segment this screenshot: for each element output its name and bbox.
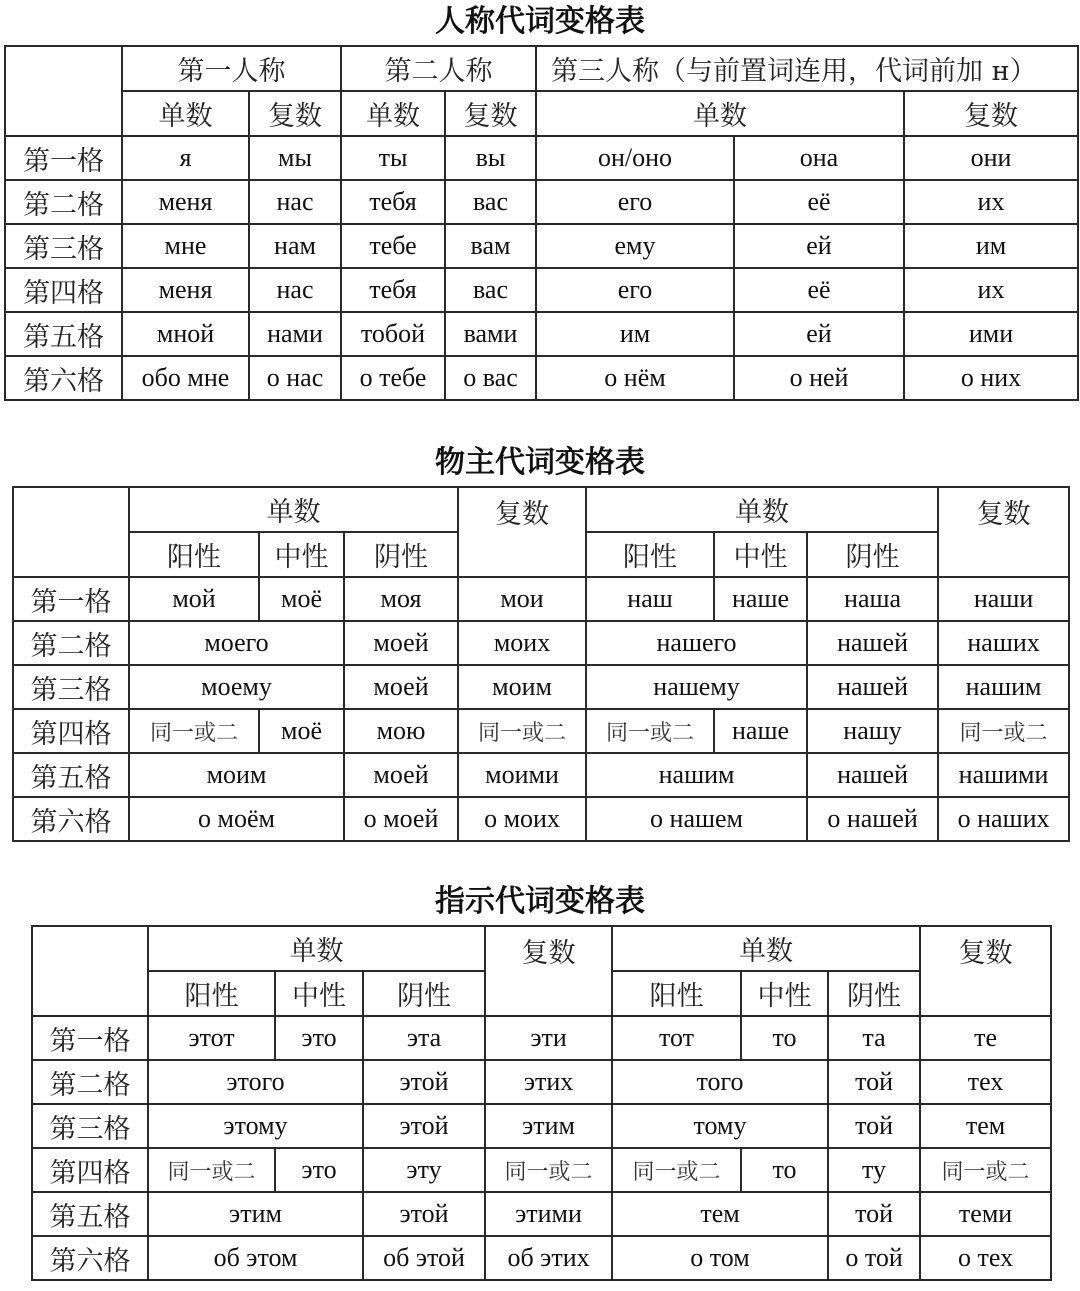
cell: её (734, 180, 904, 224)
cell: наша (807, 577, 938, 621)
cell: то (741, 1148, 828, 1192)
cell: наше (714, 577, 807, 621)
personal-pronoun-table-title: 人称代词变格表 (435, 4, 645, 39)
cell: моими (458, 753, 586, 797)
table-row (13, 753, 1069, 797)
cell: эти (485, 1016, 612, 1060)
header-neut: 中性 (275, 971, 363, 1016)
case-label: 第二格 (13, 621, 129, 665)
cell: нашей (807, 753, 938, 797)
table-row (5, 180, 1078, 224)
header-1-pl: 复数 (249, 91, 341, 136)
cell: им (904, 224, 1078, 268)
cell: то (741, 1016, 828, 1060)
cell: моим (129, 753, 344, 797)
table-row (32, 1192, 1051, 1236)
cell: этот (148, 1016, 275, 1060)
cell: мою (344, 709, 458, 753)
cell: моей (344, 621, 458, 665)
header-my-pl: 复数 (458, 487, 586, 577)
header-masc: 阳性 (612, 971, 741, 1016)
cell: ей (734, 224, 904, 268)
header-neut: 中性 (714, 532, 807, 577)
cell: 同一或二 (129, 709, 259, 753)
cell: вам (445, 224, 536, 268)
header-this-pl: 复数 (485, 926, 612, 1016)
cell: о том (612, 1236, 828, 1280)
cell: ей (734, 312, 904, 356)
header-fem: 阴性 (344, 532, 458, 577)
cell: моим (458, 665, 586, 709)
cell: этим (485, 1104, 612, 1148)
cell: о той (828, 1236, 920, 1280)
cell: мои (458, 577, 586, 621)
possessive-pronoun-table (12, 486, 1070, 842)
cell: моё (259, 577, 344, 621)
cell: обо мне (122, 356, 249, 400)
cell: о нашем (586, 797, 807, 841)
header-first-person: 第一人称 (122, 46, 341, 91)
cell: нашей (807, 665, 938, 709)
header-second-person: 第二人称 (341, 46, 536, 91)
cell: тем (612, 1192, 828, 1236)
cell: наш (586, 577, 714, 621)
header-fem: 阴性 (363, 971, 485, 1016)
corner-cell (32, 926, 148, 1016)
header-neut: 中性 (259, 532, 344, 577)
cell: этому (148, 1104, 363, 1148)
cell: она (734, 136, 904, 180)
cell: о тех (920, 1236, 1051, 1280)
case-label: 第三格 (5, 224, 122, 268)
cell: теми (920, 1192, 1051, 1236)
table-row (32, 1236, 1051, 1280)
cell: те (920, 1016, 1051, 1060)
cell: им (536, 312, 734, 356)
cell: этими (485, 1192, 612, 1236)
case-label: 第三格 (32, 1104, 148, 1148)
cell: нас (249, 268, 341, 312)
cell: нами (249, 312, 341, 356)
cell: того (612, 1060, 828, 1104)
cell: о вас (445, 356, 536, 400)
case-label: 第五格 (13, 753, 129, 797)
cell: той (828, 1192, 920, 1236)
case-label: 第六格 (13, 797, 129, 841)
header-fem: 阴性 (828, 971, 920, 1016)
case-label: 第四格 (32, 1148, 148, 1192)
cell: тех (920, 1060, 1051, 1104)
cell: моего (129, 621, 344, 665)
header-3-pl: 复数 (904, 91, 1078, 136)
case-label: 第二格 (5, 180, 122, 224)
corner-cell (13, 487, 129, 577)
cell: её (734, 268, 904, 312)
header-this-sg: 单数 (148, 926, 485, 971)
header-my-sg: 单数 (129, 487, 458, 532)
table-row (13, 665, 1069, 709)
table-row (5, 356, 1078, 400)
case-label: 第一格 (5, 136, 122, 180)
cell: вас (445, 268, 536, 312)
cell: 同一或二 (586, 709, 714, 753)
cell: мной (122, 312, 249, 356)
cell: его (536, 268, 734, 312)
cell: моему (129, 665, 344, 709)
header-2-pl: 复数 (445, 91, 536, 136)
case-label: 第一格 (13, 577, 129, 621)
cell: 同一或二 (938, 709, 1069, 753)
cell: их (904, 180, 1078, 224)
case-label: 第四格 (5, 268, 122, 312)
table-row (13, 621, 1069, 665)
case-label: 第六格 (5, 356, 122, 400)
cell: о тебе (341, 356, 445, 400)
cell: это (275, 1016, 363, 1060)
cell: о моих (458, 797, 586, 841)
table-row (5, 136, 1078, 180)
cell: 同一或二 (458, 709, 586, 753)
table-row (5, 224, 1078, 268)
cell: мой (129, 577, 259, 621)
cell: нашим (586, 753, 807, 797)
cell: моя (344, 577, 458, 621)
cell: нашими (938, 753, 1069, 797)
cell: тому (612, 1104, 828, 1148)
header-our-pl: 复数 (938, 487, 1069, 577)
cell: 同一或二 (148, 1148, 275, 1192)
cell: моей (344, 665, 458, 709)
header-neut: 中性 (741, 971, 828, 1016)
cell: тобой (341, 312, 445, 356)
cell: вас (445, 180, 536, 224)
header-masc: 阳性 (129, 532, 259, 577)
cell: той (828, 1060, 920, 1104)
cell: этой (363, 1104, 485, 1148)
case-label: 第六格 (32, 1236, 148, 1280)
cell: 同一或二 (485, 1148, 612, 1192)
cell: о нашей (807, 797, 938, 841)
cell: нашему (586, 665, 807, 709)
cell: наших (938, 621, 1069, 665)
case-label: 第一格 (32, 1016, 148, 1060)
personal-pronoun-table (4, 45, 1079, 401)
cell: той (828, 1104, 920, 1148)
cell: о нём (536, 356, 734, 400)
cell: он/оно (536, 136, 734, 180)
header-our-sg: 单数 (586, 487, 938, 532)
case-label: 第二格 (32, 1060, 148, 1104)
cell: вами (445, 312, 536, 356)
cell: нам (249, 224, 341, 268)
cell: о ней (734, 356, 904, 400)
cell: эта (363, 1016, 485, 1060)
cell: их (904, 268, 1078, 312)
cell: об этой (363, 1236, 485, 1280)
table-row (13, 797, 1069, 841)
cell: о моей (344, 797, 458, 841)
cell: нашей (807, 621, 938, 665)
cell: меня (122, 180, 249, 224)
cell: 同一或二 (920, 1148, 1051, 1192)
cell: мне (122, 224, 249, 268)
cell: о них (904, 356, 1078, 400)
table-row (32, 1060, 1051, 1104)
header-that-pl: 复数 (920, 926, 1051, 1016)
cell: они (904, 136, 1078, 180)
cell: меня (122, 268, 249, 312)
corner-cell (5, 46, 122, 136)
cell: эту (363, 1148, 485, 1192)
cell: 同一或二 (612, 1148, 741, 1192)
cell: тем (920, 1104, 1051, 1148)
cell: моих (458, 621, 586, 665)
cell: его (536, 180, 734, 224)
possessive-pronoun-table-title: 物主代词变格表 (435, 445, 645, 480)
header-that-sg: 单数 (612, 926, 920, 971)
cell: нашу (807, 709, 938, 753)
header-1-sg: 单数 (122, 91, 249, 136)
cell: та (828, 1016, 920, 1060)
cell: ему (536, 224, 734, 268)
cell: о нас (249, 356, 341, 400)
cell: нашего (586, 621, 807, 665)
case-label: 第四格 (13, 709, 129, 753)
cell: тебя (341, 268, 445, 312)
case-label: 第三格 (13, 665, 129, 709)
table-row (13, 577, 1069, 621)
cell: тебя (341, 180, 445, 224)
header-masc: 阳性 (148, 971, 275, 1016)
cell: моей (344, 753, 458, 797)
cell: этого (148, 1060, 363, 1104)
header-masc: 阳性 (586, 532, 714, 577)
demonstrative-pronoun-table (31, 925, 1052, 1281)
cell: этим (148, 1192, 363, 1236)
table-row (32, 1016, 1051, 1060)
cell: моё (259, 709, 344, 753)
cell: об этих (485, 1236, 612, 1280)
header-fem: 阴性 (807, 532, 938, 577)
cell: наши (938, 577, 1069, 621)
case-label: 第五格 (32, 1192, 148, 1236)
cell: наше (714, 709, 807, 753)
table-row (32, 1148, 1051, 1192)
cell: ими (904, 312, 1078, 356)
cell: этой (363, 1192, 485, 1236)
header-third-person: 第三人称（与前置词连用，代词前加 н） (536, 46, 1078, 91)
cell: об этом (148, 1236, 363, 1280)
table-row (32, 1104, 1051, 1148)
cell: о наших (938, 797, 1069, 841)
cell: о моём (129, 797, 344, 841)
table-row (5, 312, 1078, 356)
cell: это (275, 1148, 363, 1192)
cell: этой (363, 1060, 485, 1104)
cell: ты (341, 136, 445, 180)
header-2-sg: 单数 (341, 91, 445, 136)
cell: ту (828, 1148, 920, 1192)
case-label: 第五格 (5, 312, 122, 356)
cell: этих (485, 1060, 612, 1104)
table-row (13, 709, 1069, 753)
cell: вы (445, 136, 536, 180)
cell: мы (249, 136, 341, 180)
cell: тебе (341, 224, 445, 268)
demonstrative-pronoun-table-title: 指示代词变格表 (435, 884, 645, 919)
cell: нашим (938, 665, 1069, 709)
cell: нас (249, 180, 341, 224)
table-row (5, 268, 1078, 312)
cell: я (122, 136, 249, 180)
header-3-sg: 单数 (536, 91, 904, 136)
cell: тот (612, 1016, 741, 1060)
